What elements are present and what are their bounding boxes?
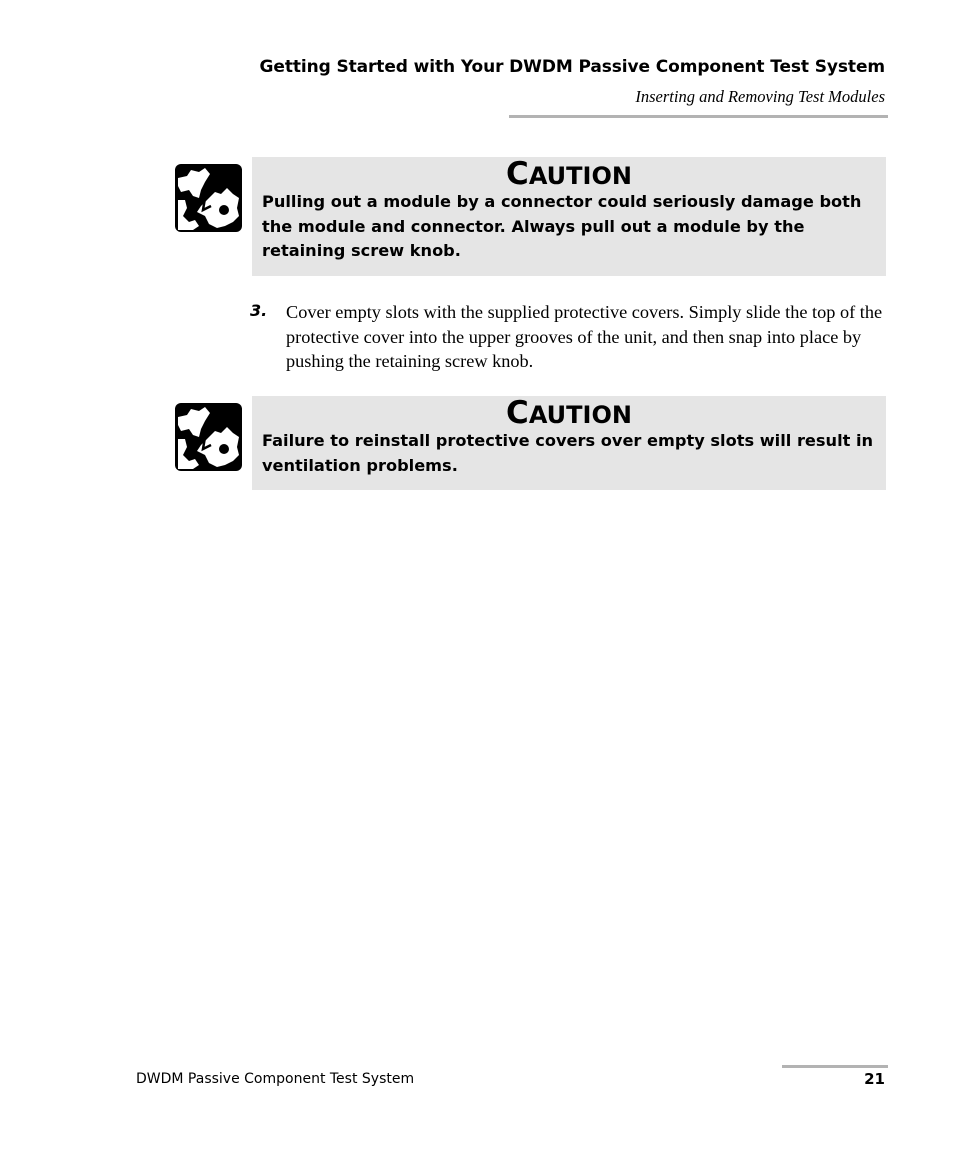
step-text: Cover empty slots with the supplied protective covers. Simply slide the top of the protective cover into the upper grooves of the unit, and then snap into place by pushing the retaining screw knob. <box>286 302 883 371</box>
page-number: 21 <box>864 1070 885 1088</box>
footer-rule <box>782 1065 888 1068</box>
caution-box <box>252 157 886 276</box>
caution-gear-icon <box>175 164 242 232</box>
caution-heading-initial: C <box>506 395 529 431</box>
caution-heading-initial: C <box>506 156 529 192</box>
caution-text: Pulling out a module by a connector could seriously damage both the module and connector. Always pull out a module by the retaining screw knob. <box>262 192 862 260</box>
header-rule <box>509 115 888 118</box>
caution-gear-icon <box>175 403 242 471</box>
caution-heading <box>262 157 876 190</box>
running-header-section: Inserting and Removing Test Modules <box>635 87 885 106</box>
caution-heading-rest: AUTION <box>528 162 632 190</box>
caution-text: Failure to reinstall protective covers over empty slots will result in ventilation problems. <box>262 431 874 475</box>
caution-heading <box>262 396 876 429</box>
caution-box <box>252 396 886 490</box>
caution-heading-rest: AUTION <box>528 401 632 429</box>
footer-title: DWDM Passive Component Test System <box>136 1071 415 1087</box>
step-number: 3. <box>250 301 268 320</box>
running-header-title: Getting Started with Your DWDM Passive Component Test System <box>259 57 885 77</box>
